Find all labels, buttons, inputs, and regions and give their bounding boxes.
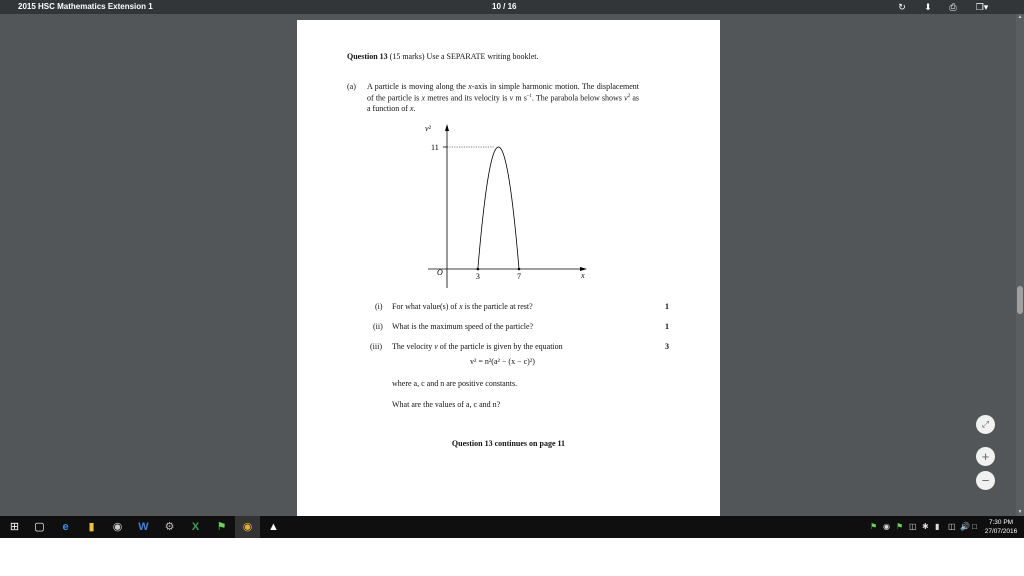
tray-app-icon[interactable]: ⚑	[896, 522, 904, 531]
x-axis-label: x	[581, 271, 585, 280]
page-separator: /	[503, 2, 506, 11]
print-icon[interactable]: ⎙	[949, 2, 957, 12]
tray-device-icon[interactable]: ◫	[909, 522, 917, 531]
rotate-icon[interactable]: ↻	[898, 2, 906, 12]
zoom-out-button[interactable]: −	[976, 471, 995, 490]
subpart-iii-number: (iii)	[370, 342, 382, 351]
parabola-curve	[478, 147, 519, 269]
file-explorer-icon[interactable]: ▮	[88, 521, 95, 533]
battery-icon[interactable]: ▮	[935, 522, 940, 531]
pdf-page	[297, 20, 720, 516]
subpart-ii-marks: 1	[665, 322, 669, 331]
question-number: Question 13	[347, 52, 388, 61]
part-a-text: A particle is moving along the x-axis in simple harmonic motion. The displacement of the particle is x metres and its velocity is v m $s^{-1}$. The parabola below shows $v^2$ as a function of x.	[367, 82, 639, 113]
y-axis-arrow	[445, 124, 449, 131]
x-tick-label-7: 7	[517, 272, 521, 281]
parabola-graph	[297, 20, 720, 320]
y-axis-label: v²	[425, 124, 431, 133]
chrome-icon[interactable]: ◉	[235, 516, 260, 538]
pdf-viewer-toolbar	[0, 0, 1024, 14]
subpart-iii-marks: 3	[665, 342, 669, 351]
document-viewer[interactable]	[0, 14, 1024, 516]
subpart-ii-number: (ii)	[373, 322, 383, 331]
scrollbar-thumb[interactable]	[1017, 286, 1023, 314]
subpart-iii-text: The velocity v of the particle is given by the equation	[392, 342, 563, 351]
bluetooth-icon[interactable]: ✱	[922, 522, 929, 531]
y-tick-label: 11	[431, 143, 439, 152]
tray-sync-icon[interactable]: ◉	[883, 522, 890, 531]
velocity-equation: v² = n²(a² − (x − c)²)	[470, 357, 535, 366]
bookmark-icon[interactable]: ❒▾	[975, 2, 989, 12]
download-icon[interactable]: ⬇	[924, 2, 932, 12]
page-indicator	[492, 2, 517, 11]
page-current[interactable]: 10	[492, 2, 501, 11]
fit-page-button[interactable]: ⤢	[976, 415, 995, 434]
windows-start-icon[interactable]: ⊞	[9, 521, 20, 533]
continues-note: Question 13 continues on page 11	[451, 439, 566, 448]
scroll-up-arrow-icon[interactable]: ▲	[1017, 14, 1023, 20]
vertical-scrollbar[interactable]	[1016, 14, 1024, 516]
photos-icon[interactable]: ▲	[268, 521, 279, 533]
x-intercept-3	[477, 268, 480, 271]
clock-date: 27/07/2016	[984, 528, 1018, 535]
word-icon[interactable]: W	[138, 521, 149, 533]
x-tick-label-3: 3	[475, 272, 480, 281]
notification-icon[interactable]: □	[972, 522, 977, 531]
system-clock[interactable]	[982, 518, 1020, 536]
green-app-icon[interactable]: ⚑	[216, 521, 227, 533]
part-a-label: (a)	[347, 82, 356, 91]
tool-icon[interactable]: ⚙	[164, 521, 175, 533]
excel-icon[interactable]: X	[191, 521, 200, 533]
subpart-i-number: (i)	[375, 302, 383, 311]
where-text: where a, c and n are positive constants.	[392, 379, 518, 388]
subpart-i-text: For what value(s) of x is the particle at rest?	[392, 302, 533, 311]
clock-time: 7:30 PM	[988, 519, 1014, 526]
task-view-icon[interactable]: ▢	[34, 521, 45, 533]
page-total: 16	[507, 2, 517, 11]
x-intercept-7	[518, 268, 521, 271]
edge-browser-icon[interactable]: e	[62, 521, 69, 533]
scroll-down-arrow-icon[interactable]: ▼	[1017, 509, 1023, 515]
chrome-alt-icon[interactable]: ◉	[112, 521, 123, 533]
tray-green-icon[interactable]: ⚑	[870, 522, 878, 531]
volume-icon[interactable]: 🔊	[960, 522, 970, 531]
subpart-ii-text: What is the maximum speed of the particle?	[392, 322, 534, 331]
network-icon[interactable]: ◫	[948, 522, 956, 531]
values-question: What are the values of a, c and n?	[392, 400, 501, 409]
windows-taskbar	[0, 516, 1024, 538]
zoom-in-button[interactable]: +	[976, 447, 995, 466]
subpart-i-marks: 1	[665, 302, 669, 311]
question-marks: (15 marks) Use a SEPARATE writing booklet.	[389, 52, 539, 61]
below-screen-area	[0, 538, 1024, 576]
document-title: 2015 HSC Mathematics Extension 1	[18, 2, 153, 11]
origin-label: O	[437, 268, 443, 277]
